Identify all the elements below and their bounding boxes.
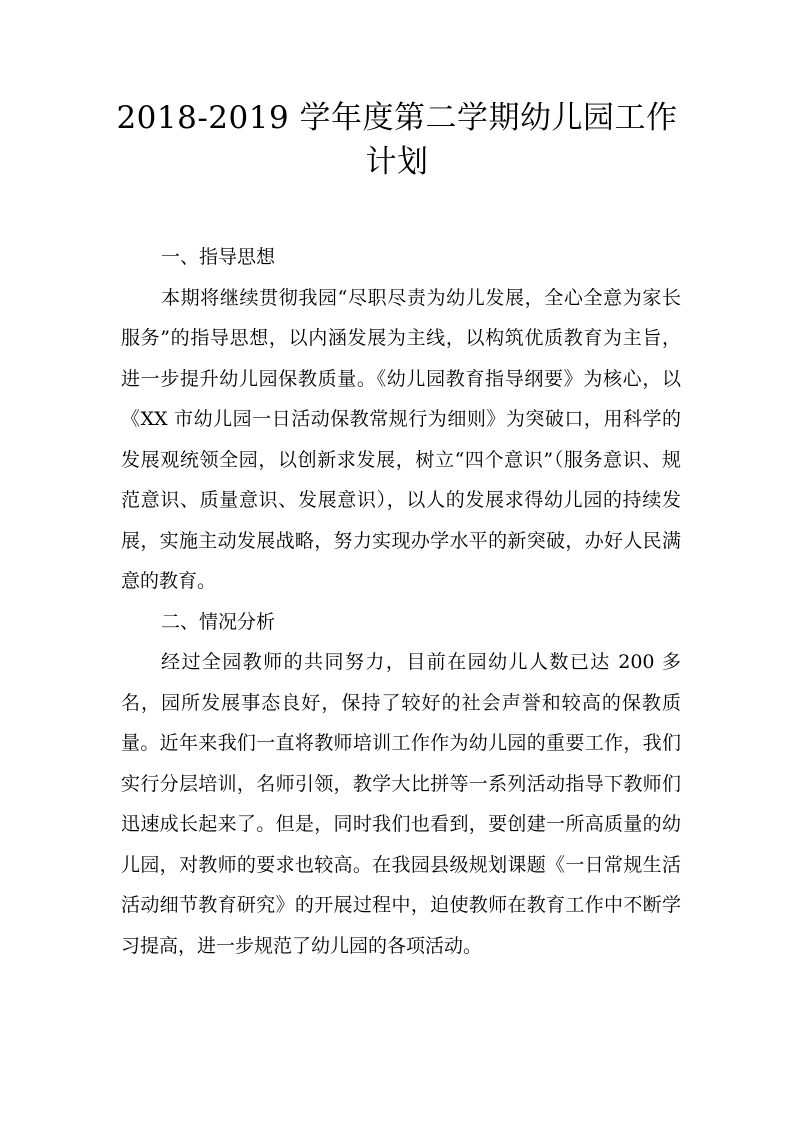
document-body [121, 237, 681, 966]
title-line-1: 2018-2019 学年度第二学期幼儿园工作 [116, 100, 678, 136]
paragraph-situation-analysis: 经过全园教师的共同努力，目前在园幼儿人数已达 200 多名，园所发展事态良好，保持了较好的社会声誉和较高的保教质量。近年来我们一直将教师培训工作作为幼儿园的重要工作，我们实行分层培训，名师引领，教学大比拼等一系列活动指导下教师们迅速成长起来了。但是，同时我们也看到，要创建一所高质量的幼儿园，对教师的要求也较高。在我园县级规划课题《一日常规生活活动细节教育研究》的开展过程中，迫使教师在教育工作中不断学习提高，进一步规范了幼儿园的各项活动。 [121, 651, 681, 957]
document-title [100, 96, 694, 184]
paragraph-guiding-ideology: 本期将继续贯彻我园“尽职尽责为幼儿发展，全心全意为家长服务”的指导思想，以内涵发展为主线，以构筑优质教育为主旨，进一步提升幼儿园保教质量。《幼儿园教育指导纲要》为核心，以《XX 市幼儿园一日活动保教常规行为细则》为突破口，用科学的发展观统领全园，以创新求发展，树立“四个意识”（服务意识、规范意识、质量意识、发展意识），以人的发展求得幼儿园的持续发展，实施主动发展战略，努力实现办学水平的新突破，办好人民满意的教育。 [121, 286, 681, 592]
section-heading-guiding-ideology: 一、指导思想 [161, 246, 276, 268]
section-heading-situation-analysis: 二、情况分析 [161, 610, 276, 633]
title-line-2: 计划 [365, 144, 429, 180]
